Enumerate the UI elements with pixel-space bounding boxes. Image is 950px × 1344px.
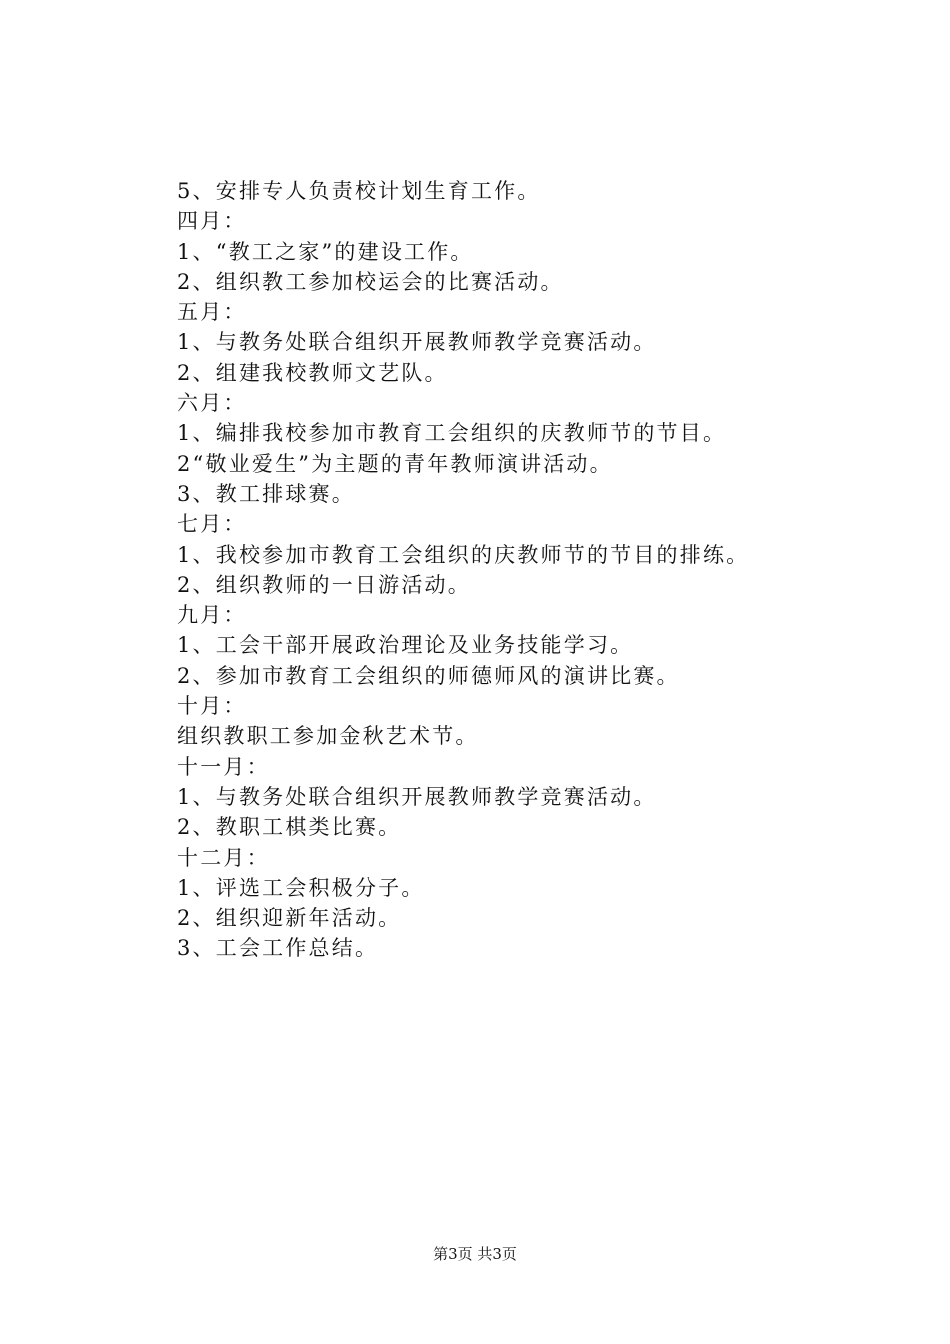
text-line: 2、组织教工参加校运会的比赛活动。: [177, 269, 564, 294]
text-line: 1、评选工会积极分子。: [177, 875, 425, 900]
month-heading: 四月：: [177, 209, 247, 234]
month-heading: 十一月：: [177, 754, 270, 779]
text-line: 2、组织教师的一日游活动。: [177, 572, 471, 597]
month-heading: 九月：: [177, 603, 247, 628]
page-number-footer: 第3页 共3页: [433, 1245, 517, 1263]
text-line: 2、组建我校教师文艺队。: [177, 360, 448, 385]
text-line: 2“敬业爱生”为主题的青年教师演讲活动。: [177, 451, 613, 476]
month-heading: 六月：: [177, 391, 247, 416]
text-line: 2、组织迎新年活动。: [177, 906, 402, 931]
month-heading: 十月：: [177, 694, 247, 719]
text-line: 1、我校参加市教育工会组织的庆教师节的节目的排练。: [177, 542, 750, 567]
text-line: 1、与教务处联合组织开展教师教学竞赛活动。: [177, 330, 657, 355]
text-line: 1、与教务处联合组织开展教师教学竞赛活动。: [177, 784, 657, 809]
text-line: 1、编排我校参加市教育工会组织的庆教师节的节目。: [177, 421, 727, 446]
text-line: 组织教职工参加金秋艺术节。: [177, 724, 479, 749]
text-line: 1、“教工之家”的建设工作。: [177, 239, 474, 264]
month-heading: 七月：: [177, 512, 247, 537]
text-line: 2、参加市教育工会组织的师德师风的演讲比赛。: [177, 663, 680, 688]
text-line: 1、工会干部开展政治理论及业务技能学习。: [177, 633, 634, 658]
text-line: 3、教工排球赛。: [177, 481, 355, 506]
text-line: 3、工会工作总结。: [177, 936, 379, 961]
text-line: 5、安排专人负责校计划生育工作。: [177, 179, 541, 203]
document-body: [177, 176, 877, 964]
text-line: 2、教职工棋类比赛。: [177, 815, 402, 840]
month-heading: 五月：: [177, 300, 247, 325]
month-heading: 十二月：: [177, 845, 270, 870]
